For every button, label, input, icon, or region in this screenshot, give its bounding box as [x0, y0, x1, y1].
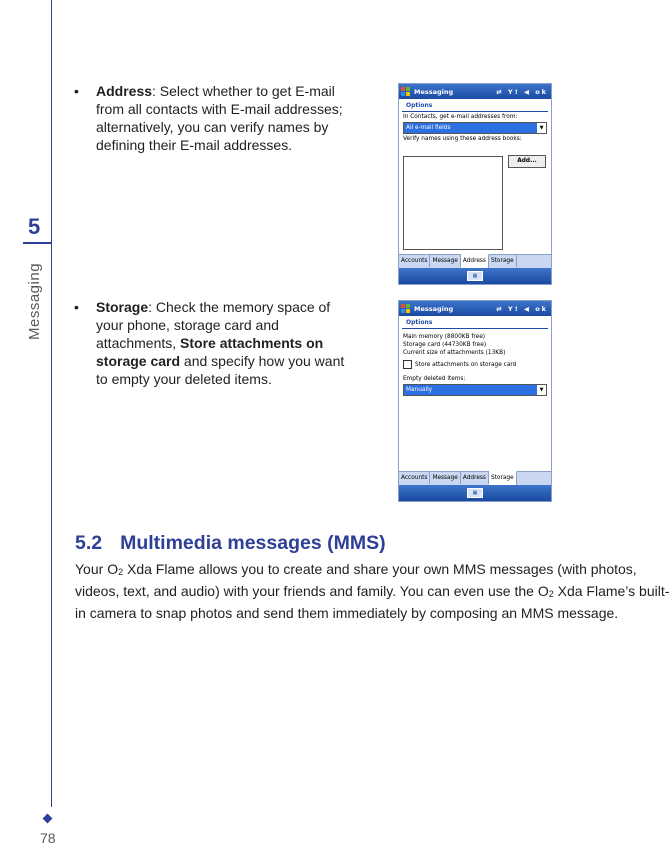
address-source-select[interactable] [403, 122, 547, 134]
screenshot-address-options [398, 83, 552, 285]
chapter-number: 5 [28, 214, 41, 239]
bullet-text-end: and specify how you want to empty your deleted items. [96, 353, 345, 387]
section-number: 5.2 [75, 532, 103, 554]
bullet-term: Address [96, 83, 153, 99]
keyboard-icon[interactable]: ▦ [467, 271, 483, 281]
address-books-list[interactable] [403, 156, 503, 250]
checkbox-label: Store attachments on storage card [415, 361, 517, 368]
options-heading: Options [402, 99, 548, 112]
keyboard-icon[interactable]: ▦ [467, 488, 483, 498]
empty-deleted-select[interactable] [403, 384, 547, 396]
screenshot-storage-options [398, 300, 552, 502]
select-value: All e-mail fields [404, 123, 537, 133]
tab-address[interactable]: Address [461, 472, 489, 484]
store-attachments-checkbox[interactable] [399, 356, 551, 369]
menu-bar [399, 268, 551, 284]
section-paragraph [75, 560, 671, 623]
brand-sub: 2 [548, 589, 554, 599]
status-icons: ⇄ Y! ◀ ok [496, 87, 548, 96]
app-title: Messaging [414, 87, 454, 96]
windows-start-icon [401, 304, 410, 313]
chevron-down-icon: ▼ [539, 125, 544, 131]
para-text: Your [75, 561, 108, 577]
tab-storage[interactable]: Storage [489, 255, 517, 267]
label-get-from: In Contacts, get e-mail addresses from: [403, 114, 518, 120]
app-title: Messaging [414, 304, 454, 313]
para-text: Xda Flame’s built-in camera to snap photos and send them immediately by composing an MMS message. [75, 583, 670, 621]
bullet-dot-icon: • [74, 83, 79, 99]
bullet-term: Storage [96, 299, 149, 315]
section-title: Multimedia messages (MMS) [120, 532, 386, 554]
tab-strip [399, 471, 551, 485]
label-empty-deleted: Empty deleted items: [403, 376, 466, 382]
options-heading: Options [402, 316, 548, 329]
storage-card: Storage card (44730KB free) [403, 342, 487, 348]
brand-sub: 2 [118, 567, 124, 577]
tab-strip [399, 254, 551, 268]
brand-o: O [107, 561, 119, 577]
margin-rule [51, 0, 52, 807]
main-memory: Main memory (8800KB free) [403, 334, 486, 340]
bullet-dot-icon: • [74, 299, 79, 315]
bullet-address [74, 82, 359, 154]
label-verify: Verify names using these address books: [403, 136, 522, 142]
tab-accounts[interactable]: Accounts [399, 472, 430, 484]
windows-start-icon [401, 87, 410, 96]
chapter-underline [23, 242, 51, 244]
select-value: Manually [404, 385, 537, 395]
tab-storage[interactable]: Storage [489, 471, 517, 485]
tab-message[interactable]: Message [430, 472, 460, 484]
title-bar [399, 84, 551, 99]
section-heading [75, 532, 386, 555]
title-bar [399, 301, 551, 316]
bullet-text: : Check the memory space of your phone, storage card and attachments, [96, 299, 331, 351]
chapter-label: Messaging [26, 262, 43, 340]
brand-o: O [537, 583, 549, 599]
tab-message[interactable]: Message [430, 255, 460, 267]
add-button[interactable]: Add... [508, 155, 546, 168]
diamond-icon [43, 814, 53, 824]
checkbox-icon[interactable] [403, 360, 412, 369]
chevron-down-icon: ▼ [539, 387, 544, 393]
tab-address[interactable]: Address [461, 254, 489, 268]
bullet-text: : Select whether to get E-mail from all contacts with E-mail addresses; alternatively, you can verify names by defining their E-mail addresses. [96, 83, 343, 153]
status-icons: ⇄ Y! ◀ ok [496, 304, 548, 313]
tab-accounts[interactable]: Accounts [399, 255, 430, 267]
bullet-bold-phrase: Store attachments on storage card [96, 335, 324, 369]
bullet-storage [74, 298, 359, 388]
menu-bar [399, 485, 551, 501]
page-number: 78 [40, 830, 56, 846]
attachments-size: Current size of attachments (13KB) [403, 350, 506, 356]
para-text: Xda Flame allows you to create and share your own MMS messages (with photos, videos, text, and audio) with your friends and family. You can even use the [75, 561, 637, 599]
